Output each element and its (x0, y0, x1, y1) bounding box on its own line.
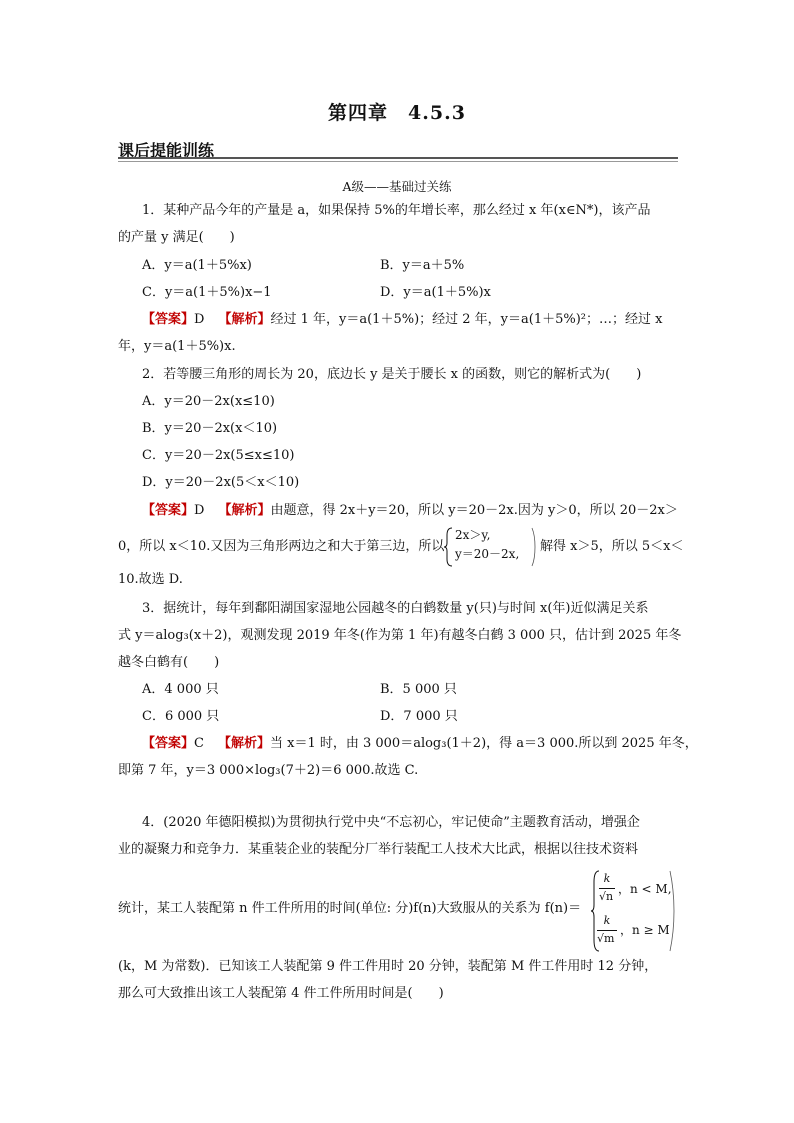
answer-tag: 【答案】 (142, 736, 195, 751)
q3-answer: C (194, 736, 204, 751)
q2-answer: D (194, 503, 205, 518)
q2-system-row2: y＝20－2x, (455, 547, 520, 561)
system-right-bracket (530, 527, 538, 567)
q4-line3: 统计，某工人装配第 n 件工件所用的时间(单位: 分)f(n)大致服从的关系为 f(n)＝ (118, 901, 582, 916)
heading-rule (118, 157, 678, 159)
q1-answer: D (194, 312, 205, 327)
q1-option-a: A．y＝a(1＋5%x) (142, 258, 252, 273)
q3-answer-line (142, 735, 698, 753)
q1-option-d: D．y＝a(1＋5%)x (380, 285, 491, 300)
analysis-tag: 【解析】 (218, 312, 271, 327)
q2-option-d: D．y＝20－2x(5＜x＜10) (142, 475, 300, 490)
q2-analysis-line2-pre: 0，所以 x＜10.又因为三角形两边之和大于第三边，所以 (118, 539, 445, 554)
q4-frac1-denominator: √n (599, 890, 614, 903)
q4-line2: 业的凝聚力和竞争力．某重装企业的装配分厂举行装配工人技术大比武，根据以往技术资料 (118, 842, 639, 857)
q3-stem-line1: 3．据统计，每年到鄱阳湖国家湿地公园越冬的白鹤数量 y(只)与时间 x(年)近似满足关系 (142, 601, 649, 616)
answer-tag: 【答案】 (142, 312, 195, 327)
q3-analysis-line2: 即第 7 年，y＝3 000×log₃(7＋2)＝6 000.故选 C. (118, 763, 419, 778)
q3-analysis-line1: 当 x＝1 时，由 3 000＝alog₃(1＋2)，得 a＝3 000.所以到 2025 年冬， (269, 736, 698, 751)
q4-frac1-bar (599, 888, 615, 889)
system-brace (443, 527, 453, 567)
q4-line4: (k，M 为常数)．已知该工人装配第 9 件工件用时 20 分钟，装配第 M 件工件用时 12 分钟， (118, 959, 658, 974)
q1-analysis-line2: 年，y＝a(1＋5%)x. (118, 339, 236, 354)
q1-option-b: B．y＝a＋5% (380, 258, 465, 273)
q4-frac2-numerator: k (603, 914, 611, 927)
q3-stem-line2: 式 y＝alog₃(x＋2)，观测发现 2019 年冬(作为第 1 年)有越冬白鹤 3 000 只，估计到 2025 年冬 (118, 628, 682, 643)
heading-rule-thin (118, 161, 678, 162)
q1-option-c: C．y＝a(1＋5%)x−1 (142, 285, 272, 300)
q3-option-d: D．7 000 只 (380, 709, 458, 724)
q2-option-a: A．y＝20－2x(x≤10) (142, 394, 275, 409)
level-heading: A级——基础过关练 (342, 179, 452, 194)
q4-condition2: ，n ≥ M (620, 923, 670, 937)
analysis-tag: 【解析】 (218, 503, 271, 518)
q2-stem: 2．若等腰三角形的周长为 20，底边长 y 是关于腰长 x 的函数，则它的解析式为( ) (142, 367, 642, 382)
page-title: 第四章 4.5.3 (328, 102, 466, 124)
q4-line1: 4．(2020 年德阳模拟)为贯彻执行党中央“不忘初心，牢记使命”主题教育活动，增强企 (142, 815, 640, 830)
q4-line5: 那么可大致推出该工人装配第 4 件工件所用时间是( ) (118, 986, 444, 1001)
q2-analysis-line1: 由题意，得 2x＋y＝20，所以 y＝20－2x.因为 y＞0，所以 20－2x＞ (270, 503, 678, 518)
q2-option-b: B．y＝20－2x(x＜10) (142, 421, 278, 436)
q2-system-row1: 2x＞y, (455, 528, 491, 542)
q3-option-c: C．6 000 只 (142, 709, 220, 724)
q2-analysis-line3: 10.故选 D. (118, 572, 183, 587)
q4-frac1-numerator: k (603, 872, 611, 885)
q1-answer-line (142, 311, 662, 329)
q2-answer-line (142, 502, 678, 520)
piecewise-right-bracket (668, 870, 676, 952)
q1-stem-line1: 1．某种产品今年的产量是 a，如果保持 5%的年增长率，那么经过 x 年(x∈N*)，该产品 (142, 203, 651, 218)
q4-frac2-bar (597, 930, 617, 931)
q3-stem-line3: 越冬白鹤有( ) (118, 655, 220, 670)
q1-analysis-line1: 经过 1 年，y＝a(1＋5%)；经过 2 年，y＝a(1＋5%)²；…；经过 x (270, 312, 663, 327)
q1-stem-line2: 的产量 y 满足( ) (118, 230, 235, 245)
q2-option-c: C．y＝20－2x(5≤x≤10) (142, 448, 295, 463)
q3-option-b: B．5 000 只 (380, 682, 457, 697)
q3-option-a: A．4 000 只 (142, 682, 219, 697)
q4-frac2-denominator: √m (597, 932, 615, 945)
q2-analysis-line2-post: 解得 x＞5，所以 5＜x＜ (540, 539, 684, 554)
section-heading: 课后提能训练 (118, 141, 215, 160)
analysis-tag: 【解析】 (217, 736, 270, 751)
q4-condition1: ，n < M, (618, 882, 672, 896)
answer-tag: 【答案】 (142, 503, 195, 518)
